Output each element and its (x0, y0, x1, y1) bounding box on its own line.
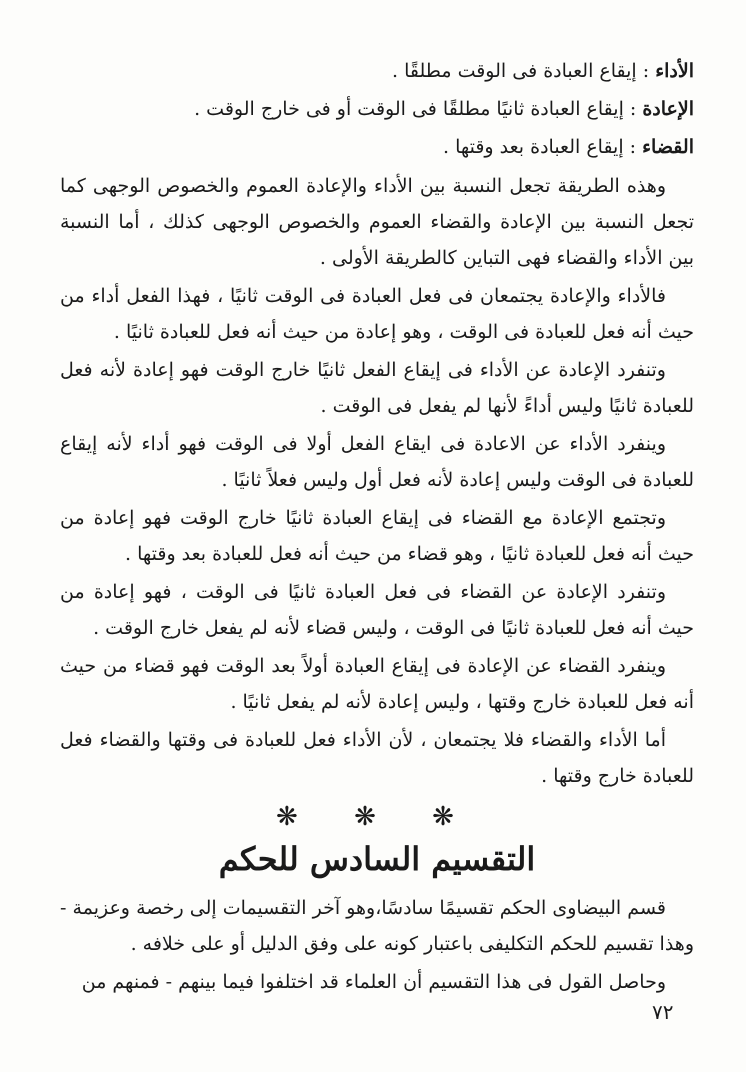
definition-term: الإعادة (642, 98, 694, 120)
definition-iada (60, 90, 694, 128)
paragraph: وينفرد القضاء عن الإعادة فى إيقاع العبادة أولاً بعد الوقت فهو قضاء من حيث أنه فعل للعبادة خارج وقتها ، وليس إعادة لأنه لم يفعل ثانيًا . (60, 655, 694, 713)
definition-ada (60, 52, 694, 90)
definition-term: القضاء (642, 136, 694, 158)
page-number: ٧٢ (652, 1000, 674, 1024)
paragraph: وتنفرد الإعادة عن القضاء فى فعل العبادة ثانيًا فى الوقت ، فهو إعادة من حيث أنه فعل للعبادة ثانيًا فى الوقت ، وليس قضاء لأنه لم يفعل خارج الوقت . (60, 581, 694, 639)
section-paragraph: قسم البيضاوى الحكم تقسيمًا سادسًا،وهو آخر التقسيمات إلى رخصة وعزيمة - وهذا تقسيم للحكم التكليفى باعتبار كونه على وفق الدليل أو على خلافه . (60, 897, 694, 955)
definition-qada (60, 128, 694, 166)
section-separator: ❋ ❋ ❋ (276, 802, 478, 832)
paragraph: وهذه الطريقة تجعل النسبة بين الأداء والإعادة العموم والخصوص الوجهى كما تجعل النسبة بين الإعادة والقضاء العموم والخصوص الوجهى كذلك ، أما النسبة بين الأداء والقضاء فهى التباين كالطريقة الأولى . (60, 175, 694, 269)
paragraph: أما الأداء والقضاء فلا يجتمعان ، لأن الأداء فعل للعبادة فى وقتها والقضاء فعل للعبادة خارج وقتها . (60, 729, 694, 787)
definition-term: الأداء (655, 60, 694, 82)
paragraph: فالأداء والإعادة يجتمعان فى فعل العبادة فى الوقت ثانيًا ، فهذا الفعل أداء من حيث أنه فعل للعبادة فى الوقت ، وهو إعادة من حيث أنه فعل للعبادة ثانيًا . (60, 285, 694, 343)
paragraph: وينفرد الأداء عن الاعادة فى ايقاع الفعل أولا فى الوقت فهو أداء لأنه إيقاع للعبادة فى الوقت وليس إعادة لأنه فعل أول وليس فعلاً ثانيًا . (60, 433, 694, 491)
page-body (60, 52, 694, 1000)
section-paragraph: وحاصل القول فى هذا التقسيم أن العلماء قد اختلفوا فيما بينهم - فمنهم من (81, 971, 666, 993)
paragraph: وتنفرد الإعادة عن الأداء فى إيقاع الفعل ثانيًا خارج الوقت فهو إعادة لأنه فعل للعبادة ثانيًا وليس أداءً لأنها لم يفعل فى الوقت . (60, 359, 694, 417)
definition-text: : إيقاع العبادة ثانيًا مطلقًا فى الوقت أو فى خارج الوقت . (194, 98, 643, 120)
definition-text: : إيقاع العبادة فى الوقت مطلقًا . (392, 60, 656, 82)
definition-text: : إيقاع العبادة بعد وقتها . (442, 136, 643, 158)
section-heading: التقسيم السادس للحكم (218, 840, 536, 878)
paragraph: وتجتمع الإعادة مع القضاء فى إيقاع العبادة ثانيًا خارج الوقت فهو إعادة من حيث أنه فعل للعبادة ثانيًا ، وهو قضاء من حيث أنه فعل للعبادة بعد وقتها . (60, 507, 694, 565)
